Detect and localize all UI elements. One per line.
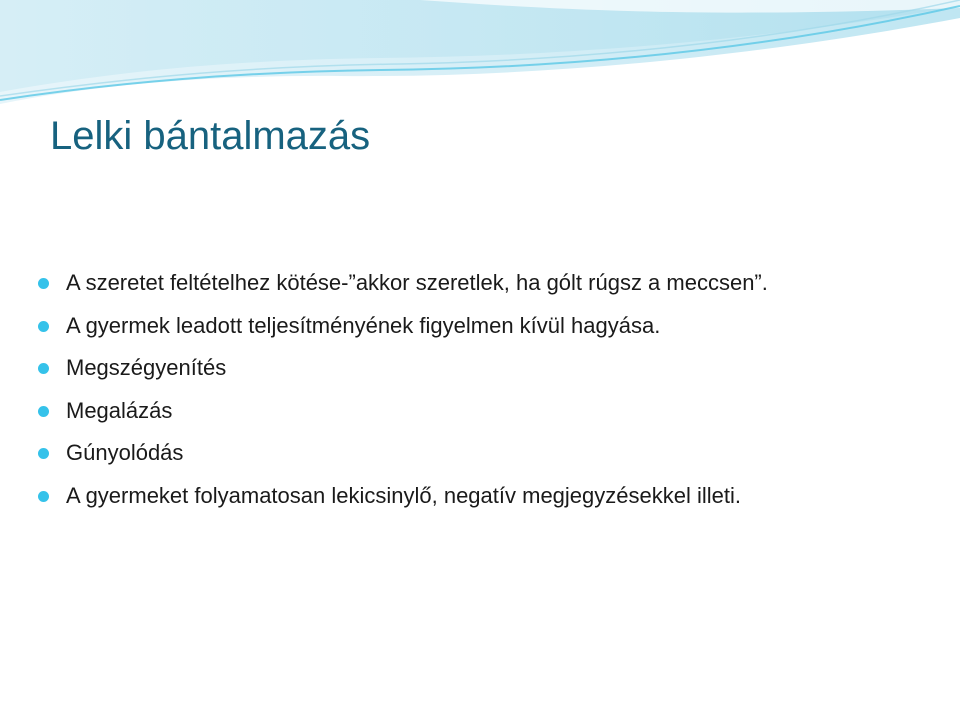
- dot-icon: [38, 448, 49, 459]
- bullet-text: Megszégyenítés: [66, 355, 227, 380]
- dot-icon: [38, 363, 49, 374]
- slide-title: Lelki bántalmazás: [50, 114, 371, 158]
- bullet-item: [38, 305, 938, 348]
- bullet-text: A gyermeket folyamatosan lekicsinylő, negatív megjegyzésekkel illeti.: [66, 482, 741, 508]
- bullet-item: [38, 262, 938, 305]
- dot-icon: [38, 491, 49, 502]
- bullet-item: [38, 347, 938, 390]
- bullet-text: A szeretet feltételhez kötése-”akkor szeretlek, ha gólt rúgsz a meccsen”.: [66, 270, 768, 295]
- bullet-text: Megalázás: [66, 397, 173, 423]
- bullet-item: [38, 432, 938, 475]
- bullet-text: Gúnyolódás: [66, 440, 184, 465]
- bullet-list: [38, 262, 938, 517]
- dot-icon: [38, 278, 49, 289]
- dot-icon: [38, 406, 49, 417]
- bullet-text: A gyermek leadott teljesítményének figyelmen kívül hagyása.: [66, 312, 661, 338]
- dot-icon: [38, 321, 49, 332]
- bullet-item: [38, 390, 938, 433]
- bullet-item: [38, 475, 938, 518]
- header-wave-decoration: [0, 0, 960, 110]
